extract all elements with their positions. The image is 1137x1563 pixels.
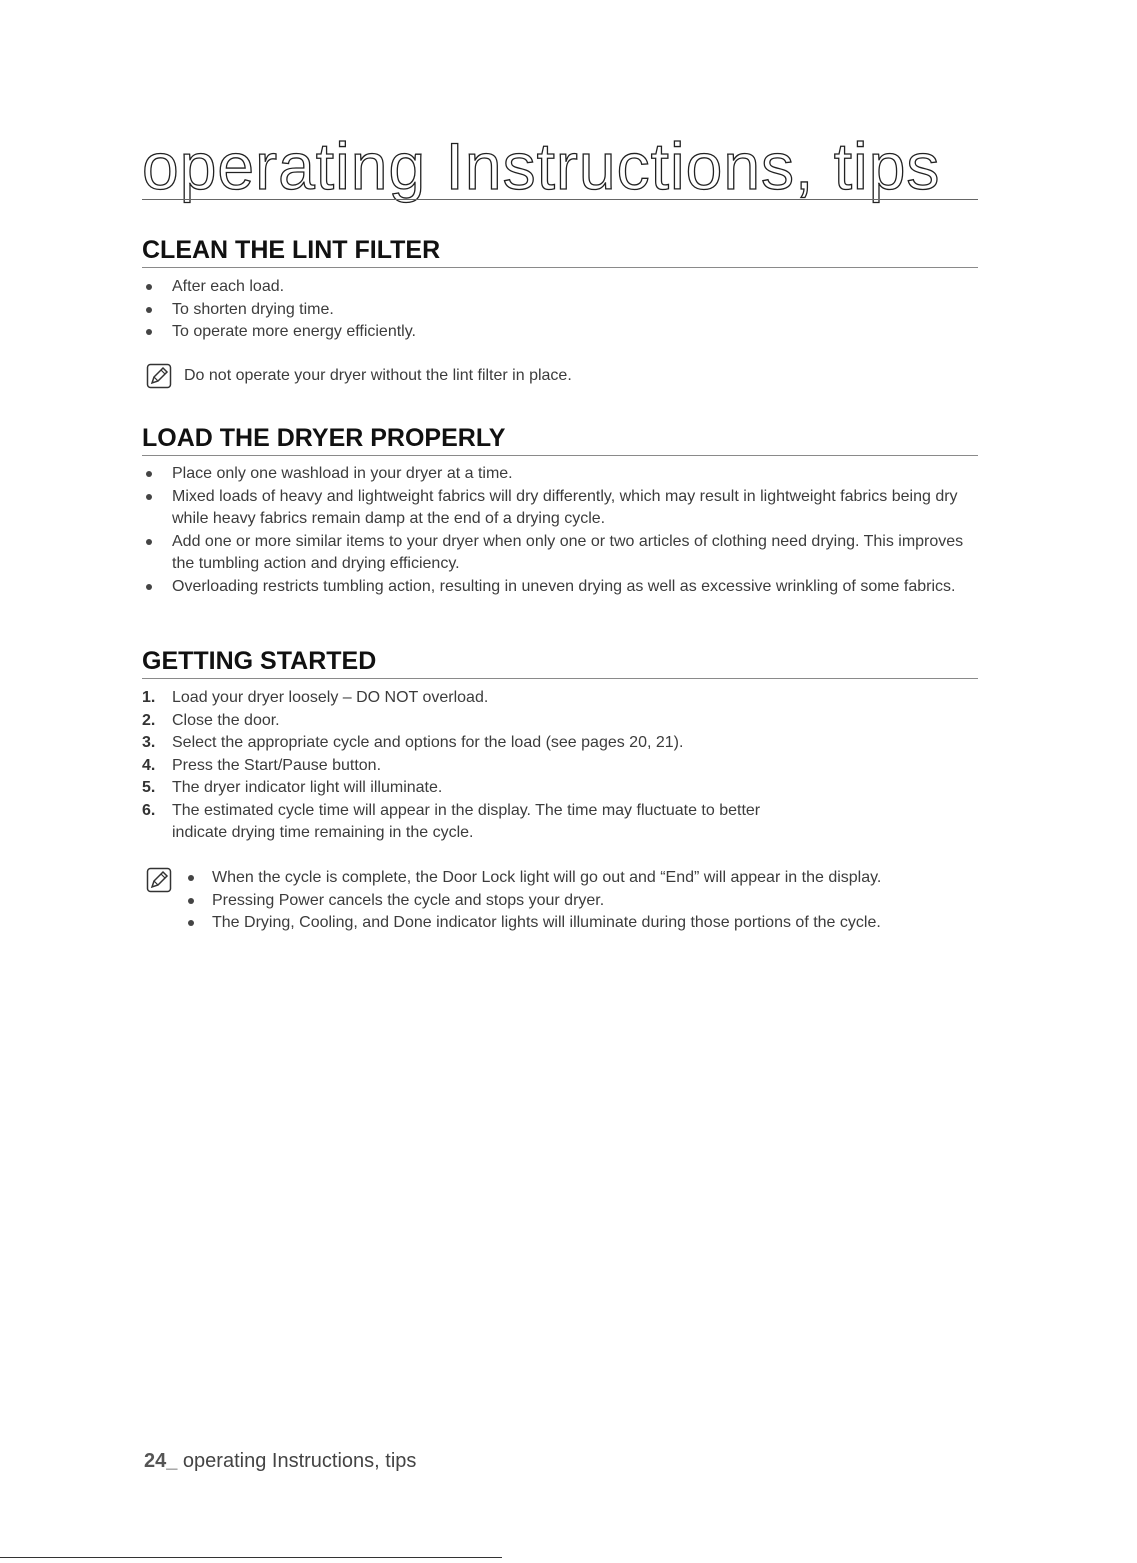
list-item: To shorten drying time. xyxy=(142,299,978,322)
lint-filter-bullet-list xyxy=(142,276,978,344)
bullet-icon xyxy=(146,584,152,590)
list-item: 4. Press the Start/Pause button. xyxy=(142,756,382,774)
list-item: Overloading restricts tumbling action, resulting in uneven drying as well as excessive wrinkling of some fabrics. xyxy=(142,576,978,599)
list-item: Pressing Power cancels the cycle and stops your dryer. xyxy=(184,890,984,913)
bullet-icon xyxy=(188,898,194,904)
note-bullet-list xyxy=(184,867,984,935)
list-item: 1. Load your dryer loosely – DO NOT overload. xyxy=(142,689,489,706)
bottom-rule xyxy=(0,1557,502,1558)
bullet-icon xyxy=(146,329,152,335)
list-item: The Drying, Cooling, and Done indicator lights will illuminate during those portions of the cycle. xyxy=(184,912,984,935)
page-title: operating Instructions, tips xyxy=(142,129,941,203)
list-item: After each load. xyxy=(142,276,978,299)
list-item: 6. The estimated cycle time will appear in the display. The time may fluctuate to better indicate drying time remaining in the cycle. xyxy=(142,801,761,841)
bullet-icon xyxy=(146,307,152,313)
bullet-icon xyxy=(146,284,152,290)
title-rule xyxy=(142,199,978,200)
page-footer xyxy=(144,1450,416,1473)
list-item: 3. Select the appropriate cycle and options for the load (see pages 20, 21). xyxy=(142,734,684,751)
note-pencil-icon xyxy=(146,363,172,389)
list-item: To operate more energy efficiently. xyxy=(142,321,978,344)
note-pencil-icon xyxy=(146,867,172,893)
bullet-icon xyxy=(146,539,152,545)
list-item: Mixed loads of heavy and lightweight fabrics will dry differently, which may result in lightweight fabrics being dry while heavy fabrics remain damp at the end of a drying cycle. xyxy=(142,486,978,531)
list-item: Add one or more similar items to your dryer when only one or two articles of clothing need drying. This improves the tumbling action and drying efficiency. xyxy=(142,531,978,576)
bullet-icon xyxy=(146,494,152,500)
section-heading-clean-lint-filter: CLEAN THE LINT FILTER xyxy=(142,235,978,268)
page-number: 24_ xyxy=(144,1450,178,1472)
section-heading-getting-started: GETTING STARTED xyxy=(142,646,978,679)
bullet-icon xyxy=(188,920,194,926)
section-heading-load-dryer: LOAD THE DRYER PROPERLY xyxy=(142,423,978,456)
list-item: 5. The dryer indicator light will illuminate. xyxy=(142,779,443,796)
list-item: When the cycle is complete, the Door Lock light will go out and “End” will appear in the display. xyxy=(184,867,984,890)
getting-started-steps xyxy=(142,687,978,845)
list-item: Place only one washload in your dryer at a time. xyxy=(142,463,978,486)
bullet-icon xyxy=(146,471,152,477)
bullet-icon xyxy=(188,875,194,881)
list-item: 2. Close the door. xyxy=(142,711,280,729)
footer-text: operating Instructions, tips xyxy=(177,1450,417,1472)
load-dryer-bullet-list xyxy=(142,463,978,598)
